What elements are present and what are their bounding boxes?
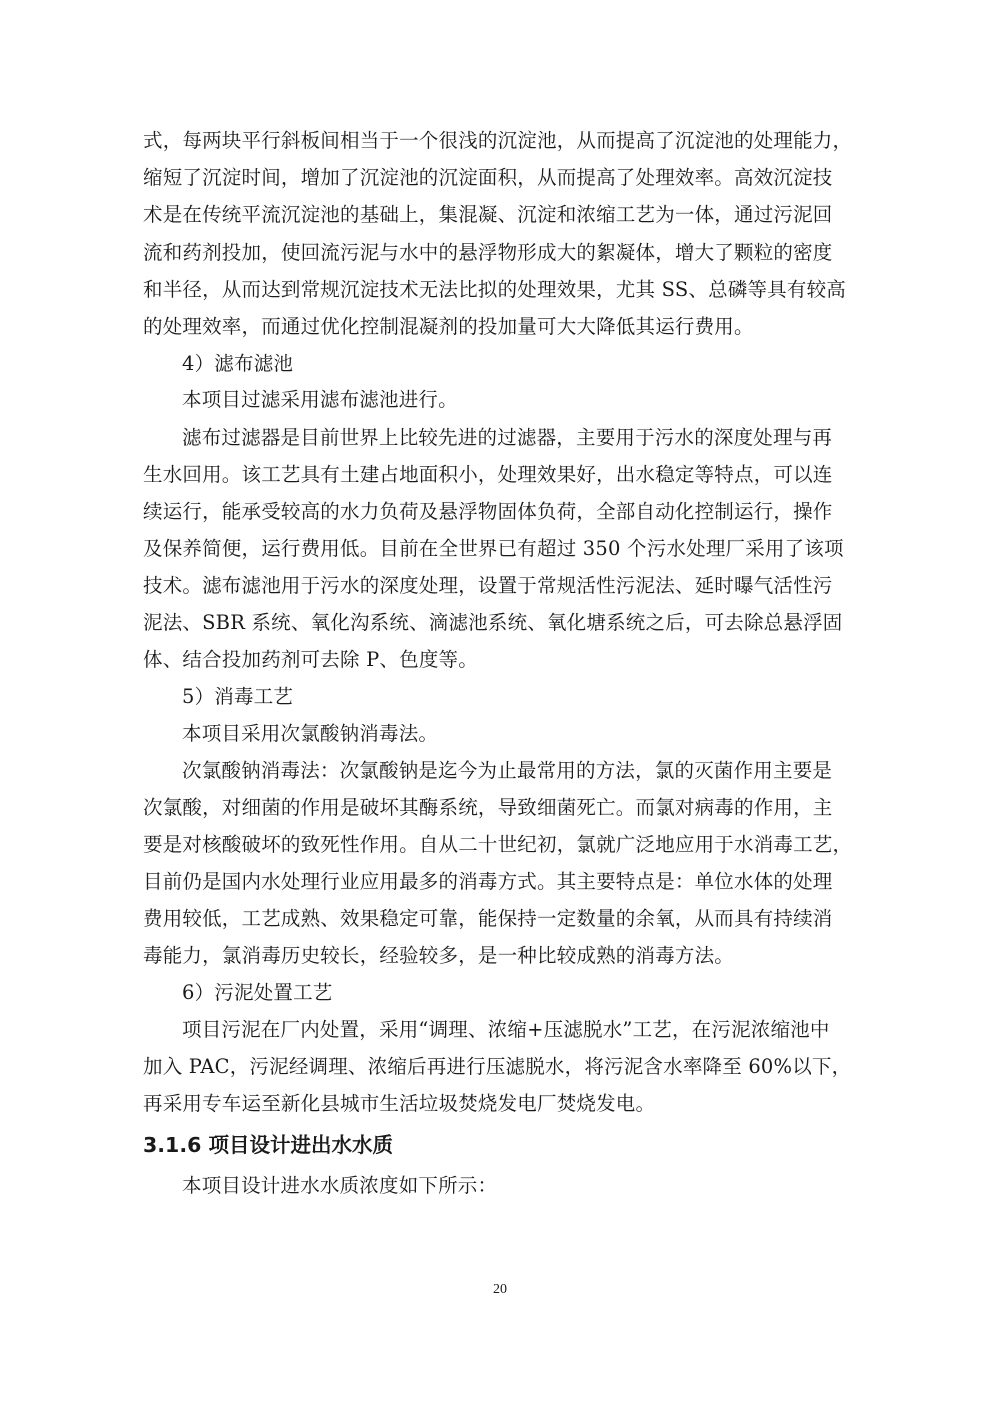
body-text-line: 本项目采用次氯酸钠消毒法。 (182, 722, 439, 745)
body-text-line: 流和药剂投加，使回流污泥与水中的悬浮物形成大的絮凝体，增大了颗粒的密度 (143, 241, 833, 264)
body-text-line: 加入 PAC，污泥经调理、浓缩后再进行压滤脱水，将污泥含水率降至 60%以下， (143, 1055, 852, 1078)
body-text-line: 滤布过滤器是目前世界上比较先进的过滤器，主要用于污水的深度处理与再 (182, 426, 833, 449)
body-text-line: 本项目设计进水水质浓度如下所示： (182, 1174, 498, 1197)
body-text-line: 及保养简便，运行费用低。目前在全世界已有超过 350 个污水处理厂采用了该项 (143, 537, 844, 560)
body-text-line: 和半径，从而达到常规沉淀技术无法比拟的处理效果，尤其 SS、总磷等具有较高 (143, 278, 846, 301)
body-text-line: 续运行，能承受较高的水力负荷及悬浮物固体负荷，全部自动化控制运行，操作 (143, 500, 833, 523)
body-text-line: 本项目过滤采用滤布滤池进行。 (182, 388, 458, 411)
body-text-line: 费用较低，工艺成熟、效果稳定可靠，能保持一定数量的余氧，从而具有持续消 (143, 907, 833, 930)
body-text-line: 毒能力，氯消毒历史较长，经验较多，是一种比较成熟的消毒方法。 (143, 944, 735, 967)
body-text-line: 目前仍是国内水处理行业应用最多的消毒方式。其主要特点是：单位水体的处理 (143, 870, 833, 893)
body-text-line: 次氯酸，对细菌的作用是破坏其酶系统，导致细菌死亡。而氯对病毒的作用，主 (143, 796, 833, 819)
body-text-line: 生水回用。该工艺具有土建占地面积小，处理效果好，出水稳定等特点，可以连 (143, 463, 833, 486)
subsection-title: 5）消毒工艺 (182, 685, 294, 708)
body-text-line: 要是对核酸破坏的致死性作用。自从二十世纪初，氯就广泛地应用于水消毒工艺， (143, 833, 853, 856)
body-text-line: 次氯酸钠消毒法：次氯酸钠是迄今为止最常用的方法，氯的灭菌作用主要是 (182, 759, 833, 782)
body-text-line: 术是在传统平流沉淀池的基础上，集混凝、沉淀和浓缩工艺为一体，通过污泥回 (143, 203, 833, 226)
body-text-line: 式，每两块平行斜板间相当于一个很浅的沉淀池，从而提高了沉淀池的处理能力， (143, 129, 853, 152)
body-text-line: 泥法、SBR 系统、氧化沟系统、滴滤池系统、氧化塘系统之后，可去除总悬浮固 (143, 611, 843, 634)
section-heading: 3.1.6 项目设计进出水水质 (143, 1133, 394, 1157)
body-text-line: 项目污泥在厂内处置，采用“调理、浓缩+压滤脱水”工艺，在污泥浓缩池中 (182, 1018, 830, 1041)
subsection-title: 4）滤布滤池 (182, 352, 294, 375)
body-text-line: 缩短了沉淀时间，增加了沉淀池的沉淀面积，从而提高了处理效率。高效沉淀技 (143, 166, 833, 189)
body-text-line: 再采用专车运至新化县城市生活垃圾焚烧发电厂焚烧发电。 (143, 1092, 656, 1115)
body-text-line: 体、结合投加药剂可去除 P、色度等。 (143, 648, 478, 671)
body-text-line: 的处理效率，而通过优化控制混凝剂的投加量可大大降低其运行费用。 (143, 315, 754, 338)
subsection-title: 6）污泥处置工艺 (182, 981, 333, 1004)
page-number: 20 (493, 1282, 507, 1297)
body-text-line: 技术。滤布滤池用于污水的深度处理，设置于常规活性污泥法、延时曝气活性污 (143, 574, 833, 597)
